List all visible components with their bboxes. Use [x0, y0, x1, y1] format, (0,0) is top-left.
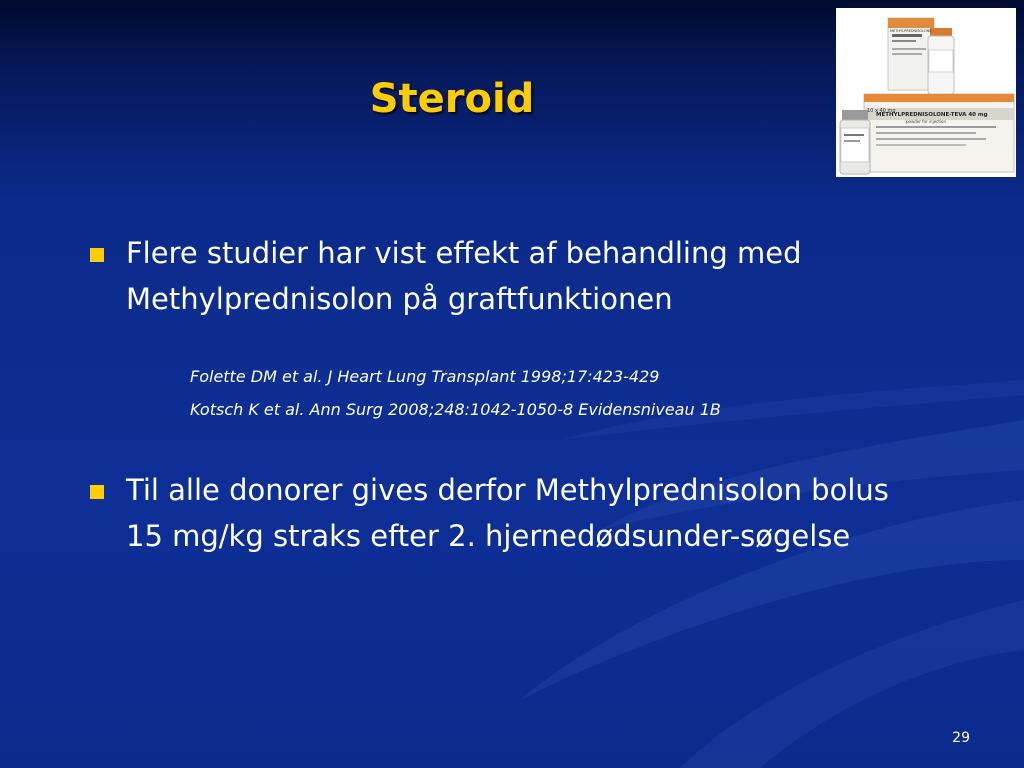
- medication-photo: [836, 8, 1016, 177]
- box-large-sublabel: powder for injection: [906, 119, 947, 124]
- bullet-marker-1: [90, 248, 104, 262]
- medication-illustration: [836, 8, 1016, 177]
- bullet-text-2: Til alle donorer gives derfor Methylprednisolon bolus 15 mg/kg straks efter 2. hjernedødsunder-søgelse: [126, 473, 889, 553]
- page-number: 29: [952, 730, 970, 746]
- reference-2: Kotsch K et al. Ann Surg 2008;248:1042-1050-8 Evidensniveau 1B: [190, 400, 721, 419]
- box-small-label: METHYLPREDNISOLONE: [890, 29, 932, 33]
- bullet-text-1: Flere studier har vist effekt af behandling med Methylprednisolon på graftfunktionen: [126, 236, 802, 316]
- box-large-dose: 10 x 40 mg: [867, 108, 896, 114]
- reference-1: Folette DM et al. J Heart Lung Transplant 1998;17:423-429: [190, 367, 660, 386]
- slide-title: Steroid: [369, 76, 535, 122]
- box-large-label: METHYLPREDNISOLONE-TEVA 40 mg: [876, 112, 988, 118]
- bullet-marker-2: [90, 485, 104, 499]
